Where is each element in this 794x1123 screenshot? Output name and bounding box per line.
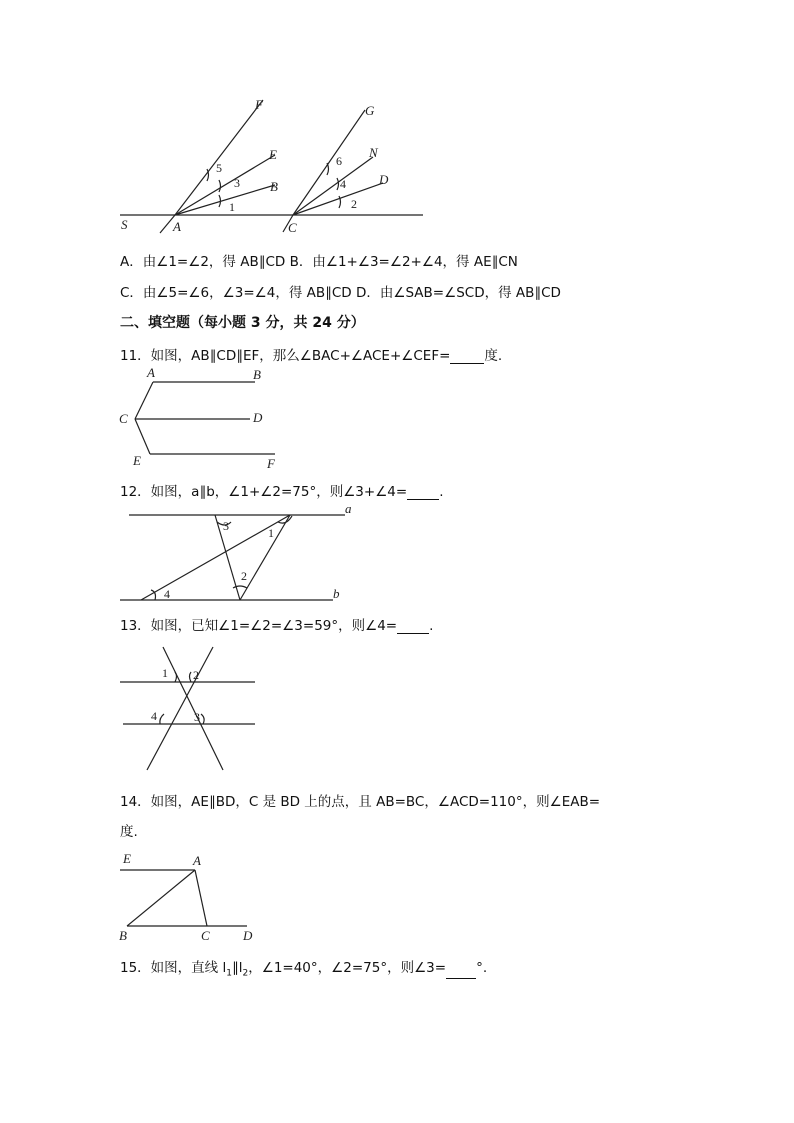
figure-q12	[115, 502, 355, 607]
segment-ac	[195, 870, 207, 926]
label-c: C	[201, 928, 210, 943]
q15-text-a: 15．如图，直线 l	[120, 960, 227, 976]
ray-ab	[175, 185, 275, 215]
arc-6	[327, 163, 329, 175]
label-3: 3	[234, 176, 240, 190]
q13-end: .	[429, 618, 434, 634]
options-line-1: A．由∠1=∠2，得 AB∥CD B．由∠1+∠3=∠2+∠4，得 AE∥CN	[120, 254, 518, 270]
label-f: F	[255, 97, 263, 112]
question-13	[120, 614, 433, 634]
label-4: 4	[164, 587, 170, 601]
question-11	[120, 344, 502, 364]
label-a: A	[193, 853, 201, 868]
question-14-line-1: 14．如图，AE∥BD，C 是 BD 上的点，且 AB=BC，∠ACD=110°，则∠EAB=	[120, 794, 601, 810]
q15-sub-1: 1	[226, 968, 232, 979]
label-4: 4	[151, 709, 157, 723]
arc-4	[337, 178, 339, 190]
label-1: 1	[229, 200, 235, 214]
arc-5	[207, 169, 209, 181]
figure-q14	[115, 850, 265, 945]
question-14-line-2	[120, 820, 138, 840]
label-e: E	[133, 453, 141, 468]
q11-answer-blank[interactable]	[450, 349, 484, 364]
label-g: G	[365, 103, 375, 118]
segment-ce	[135, 419, 150, 454]
ray-af	[175, 100, 263, 215]
arc-3	[201, 714, 204, 724]
q12-answer-blank[interactable]	[407, 485, 439, 500]
arc-2	[233, 586, 247, 588]
label-b: B	[253, 367, 261, 382]
label-a: A	[147, 365, 155, 380]
arc-2	[339, 196, 341, 208]
label-d: D	[379, 172, 389, 187]
ray-cn	[293, 157, 373, 215]
arc-4	[160, 714, 164, 724]
figure-q11	[115, 364, 290, 472]
label-e: E	[269, 147, 277, 162]
transversal-1	[163, 647, 223, 770]
q12-end: .	[439, 484, 444, 500]
figure-q13	[115, 642, 265, 774]
label-e: E	[123, 851, 131, 866]
q13-answer-blank[interactable]	[397, 619, 429, 634]
label-d: D	[253, 410, 263, 425]
label-4: 4	[340, 177, 346, 191]
label-1: 1	[162, 666, 168, 680]
transversal-right	[240, 515, 290, 600]
segment-ac	[135, 382, 153, 419]
label-f: F	[267, 456, 275, 471]
segment-ab	[127, 870, 195, 926]
label-b: B	[270, 179, 278, 194]
label-d: D	[243, 928, 253, 943]
label-a: a	[345, 502, 352, 516]
label-c: C	[288, 220, 297, 235]
label-n: N	[369, 145, 378, 160]
q15-text-b: ∥l	[231, 960, 243, 976]
label-c: C	[119, 411, 128, 426]
label-1: 1	[268, 526, 274, 540]
options-line-2: C．由∠5=∠6，∠3=∠4，得 AB∥CD D．由∠SAB=∠SCD，得 AB∥CD	[120, 285, 561, 301]
label-3: 3	[194, 710, 200, 724]
section-title: 二、填空题（每小题 3 分，共 24 分）	[120, 315, 365, 331]
q15-sub-2: 2	[242, 968, 249, 979]
question-15	[120, 956, 487, 979]
label-6: 6	[336, 154, 342, 168]
q12-text: 12．如图，a∥b，∠1+∠2=75°，则∠3+∠4=	[120, 484, 408, 500]
label-5: 5	[216, 161, 222, 175]
q15-text-c: ，∠1=40°，∠2=75°，则∠3=	[248, 960, 447, 976]
q15-answer-blank[interactable]	[446, 964, 476, 979]
question-12	[120, 480, 444, 500]
q14-unit: 度.	[120, 824, 138, 840]
q11-unit: 度.	[484, 348, 503, 364]
arc-2	[190, 672, 192, 682]
label-s: S	[121, 217, 128, 232]
label-b: b	[333, 586, 340, 601]
ray-ae	[175, 155, 275, 215]
arc-3	[219, 180, 221, 192]
label-2: 2	[351, 197, 357, 211]
label-a: A	[173, 219, 181, 234]
arc-1	[175, 672, 177, 682]
q13-text: 13．如图，已知∠1=∠2=∠3=59°，则∠4=	[120, 618, 398, 634]
label-2: 2	[193, 668, 199, 682]
label-2: 2	[241, 569, 247, 583]
figure-parallel-rays	[115, 95, 435, 245]
label-b: B	[119, 928, 127, 943]
q15-end: °.	[476, 960, 488, 976]
q11-text: 11．如图，AB∥CD∥EF，那么∠BAC+∠ACE+∠CEF=	[120, 348, 451, 364]
label-3: 3	[223, 519, 229, 533]
arc-1	[278, 516, 292, 523]
